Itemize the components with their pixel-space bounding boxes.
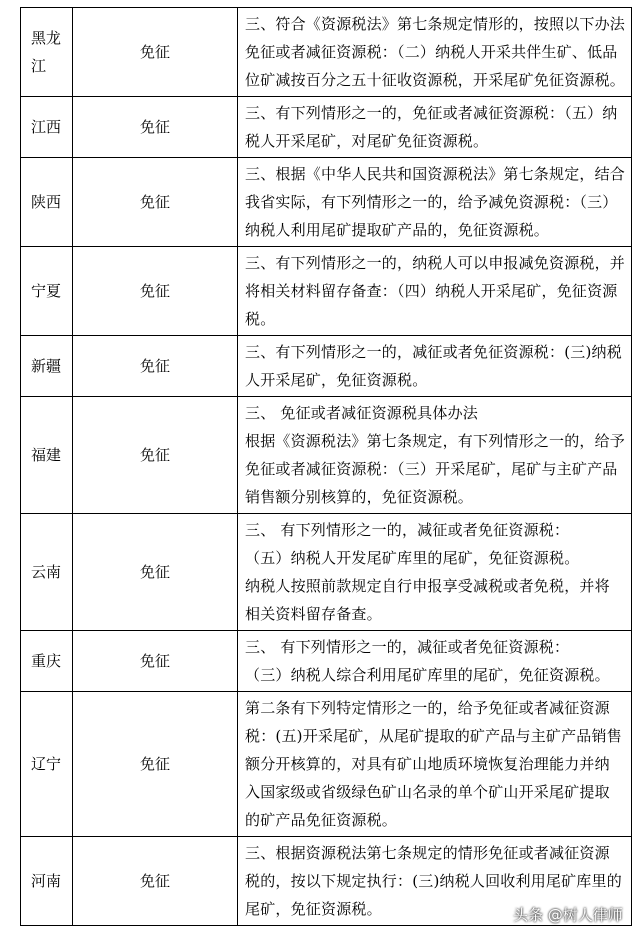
province-cell: 江西 [21, 97, 73, 158]
policy-text-line: 销售额分别核算的，免征资源税。 [245, 488, 474, 506]
status-cell: 免征 [73, 97, 238, 158]
policy-text-line: 位矿减按百分之五十征收资源税，开采尾矿免征资源税。 [245, 71, 626, 89]
status-cell: 免征 [73, 837, 238, 926]
policy-text-line: 的矿产品免征资源税。 [245, 811, 398, 829]
province-cell: 陕西 [21, 158, 73, 247]
policy-text-cell [238, 692, 632, 837]
policy-text-line: 纳税人按照前款规定自行申报享受减税或者免税，并将 [245, 577, 610, 595]
policy-text-line: 人开采尾矿，免征资源税。 [245, 371, 428, 389]
status-cell: 免征 [73, 631, 238, 692]
policy-text-line: 入国家级或省级绿色矿山名录的单个矿山开采尾矿提取 [245, 783, 610, 801]
policy-text-line: 税的，按以下规定执行：(三)纳税人回收利用尾矿库里的 [245, 872, 622, 890]
province-cell: 重庆 [21, 631, 73, 692]
policy-text-line: 三、根据资源税法第七条规定的情形免征或者减征资源 [245, 844, 610, 862]
table-row [21, 514, 632, 631]
table-row [21, 692, 632, 837]
province-cell: 辽宁 [21, 692, 73, 837]
province-cell: 黑龙江 [21, 8, 73, 97]
policy-text-line: 额分开核算的，对具有矿山地质环境恢复治理能力并纳 [245, 755, 610, 773]
status-cell: 免征 [73, 8, 238, 97]
watermark: 头条 @树人律师 [513, 906, 623, 924]
policy-text-line: 税人开采尾矿，对尾矿免征资源税。 [245, 132, 489, 150]
policy-text-line: （五）纳税人开发尾矿库里的尾矿，免征资源税。 [245, 549, 580, 567]
province-cell: 福建 [21, 397, 73, 514]
province-cell: 河南 [21, 837, 73, 926]
policy-text-cell [238, 97, 632, 158]
policy-text-line: 税：(五)开采尾矿，从尾矿提取的矿产品与主矿产品销售 [245, 727, 622, 745]
table-row [21, 247, 632, 336]
policy-text-cell [238, 397, 632, 514]
policy-text-line: 我省实际，有下列情形之一的，给予减免资源税：（三） [245, 193, 618, 211]
table-row [21, 397, 632, 514]
province-cell: 新疆 [21, 336, 73, 397]
policy-text-line: 纳税人利用尾矿提取矿产品的，免征资源税。 [245, 221, 550, 239]
policy-text-cell [238, 247, 632, 336]
policy-text-line: 三、根据《中华人民共和国资源税法》第七条规定，结合 [245, 165, 626, 183]
policy-text-line: 税。 [245, 310, 276, 328]
table-row [21, 97, 632, 158]
policy-text-cell [238, 8, 632, 97]
status-cell: 免征 [73, 692, 238, 837]
policy-text-line: 三、符合《资源税法》第七条规定情形的，按照以下办法 [245, 15, 626, 33]
province-cell: 宁夏 [21, 247, 73, 336]
status-cell: 免征 [73, 247, 238, 336]
table-row [21, 158, 632, 247]
table-row [21, 631, 632, 692]
policy-text-line: 根据《资源税法》第七条规定，有下列情形之一的，给予 [245, 432, 626, 450]
policy-text-line: （三）纳税人综合利用尾矿库里的尾矿，免征资源税。 [245, 666, 610, 684]
policy-text-line: 三、 有下列情形之一的，减征或者免征资源税： [245, 521, 570, 539]
policy-text-line: 免征或者减征资源税：（二）纳税人开采共伴生矿、低品 [245, 43, 618, 61]
status-cell: 免征 [73, 397, 238, 514]
policy-text-line: 相关资料留存备查。 [245, 605, 382, 623]
policy-text-line: 尾矿，免征资源税。 [245, 900, 382, 918]
policy-text-line: 三、有下列情形之一的，免征或者减征资源税：（五）纳 [245, 104, 618, 122]
policy-text-cell [238, 631, 632, 692]
policy-text-line: 三、 有下列情形之一的，减征或者免征资源税： [245, 638, 570, 656]
policy-text-line: 三、 免征或者减征资源税具体办法 [245, 404, 478, 422]
policy-text-line: 三、有下列情形之一的，纳税人可以申报减免资源税，并 [245, 254, 626, 272]
policy-text-line: 免征或者减征资源税：（三）开采尾矿，尾矿与主矿产品 [245, 460, 618, 478]
table-row [21, 8, 632, 97]
policy-text-line: 将相关材料留存备查：（四）纳税人开采尾矿，免征资源 [245, 282, 618, 300]
policy-text-line: 第二条有下列特定情形之一的，给予免征或者减征资源 [245, 699, 610, 717]
policy-table [20, 7, 632, 926]
table-row [21, 336, 632, 397]
policy-text-cell [238, 514, 632, 631]
policy-text-line: 三、有下列情形之一的，减征或者免征资源税：(三)纳税 [245, 343, 622, 361]
province-cell: 云南 [21, 514, 73, 631]
status-cell: 免征 [73, 514, 238, 631]
policy-text-cell [238, 336, 632, 397]
policy-text-cell [238, 158, 632, 247]
status-cell: 免征 [73, 336, 238, 397]
status-cell: 免征 [73, 158, 238, 247]
